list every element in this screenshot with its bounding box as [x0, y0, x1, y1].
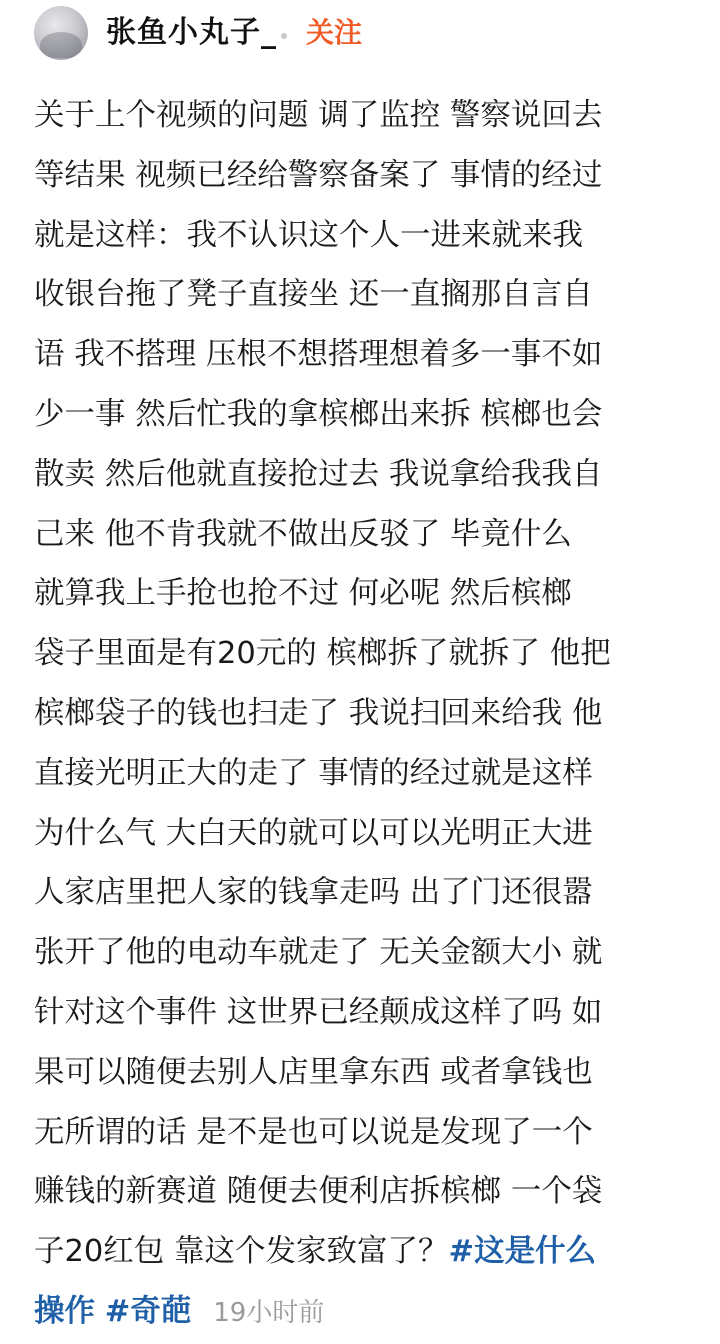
post-text-line-with-hashtag — [34, 1222, 702, 1282]
post-text-line: 关于上个视频的问题 调了监控 警察说回去 — [34, 98, 603, 133]
post-text-line: 为什么气 大白天的就可以可以光明正大进 — [34, 815, 593, 851]
post-text-line: 就是这样：我不认识这个人一进来就来我 — [34, 217, 583, 253]
post-footer-line — [34, 1282, 702, 1342]
hashtag-link[interactable]: #奇葩 — [104, 1293, 192, 1329]
post-text-line: 果可以随便去别人店里拿东西 或者拿钱也 — [34, 1054, 593, 1090]
post-text-line: 就算我上手抢也抢不过 何必呢 然后槟榔 — [34, 576, 572, 612]
post-timestamp: 19小时前 — [213, 1297, 325, 1328]
post-text-segment: 子20红包 靠这个发家致富了？ — [34, 1234, 449, 1270]
post-text-line: 收银台拖了凳子直接坐 还一直搁那自言自 — [34, 277, 593, 313]
avatar-image — [40, 32, 82, 58]
separator-dot — [281, 33, 287, 39]
post-text-line: 无所谓的话 是不是也可以说是发现了一个 — [34, 1114, 593, 1150]
post-text-line: 袋子里面是有20元的 槟榔拆了就拆了 他把 — [34, 636, 611, 672]
post-text-line: 槟榔袋子的钱也扫走了 我说扫回来给我 他 — [34, 695, 603, 731]
follow-button[interactable]: 关注 — [306, 16, 363, 49]
author-name[interactable]: 张鱼小丸子_ — [106, 15, 277, 50]
post-text-line: 针对这个事件 这世界已经颠成这样了吗 如 — [34, 994, 603, 1030]
post-text-line: 直接光明正大的走了 事情的经过就是这样 — [34, 755, 593, 791]
post-text-line: 语 我不搭理 压根不想搭理想着多一事不如 — [34, 337, 603, 373]
post-text-line: 己来 他不肯我就不做出反驳了 毕竟什么 — [34, 516, 572, 552]
post-text-line: 少一事 然后忙我的拿槟榔出来拆 槟榔也会 — [34, 396, 603, 432]
post-body — [34, 86, 702, 1342]
post-text-line: 人家店里把人家的钱拿走吗 出了门还很嚣 — [34, 875, 593, 911]
post-header — [0, 0, 720, 80]
post-text-line: 等结果 视频已经给警察备案了 事情的经过 — [34, 157, 603, 193]
post-text-line: 散卖 然后他就直接抢过去 我说拿给我我自 — [34, 456, 603, 492]
hashtag-link-continued[interactable]: 操作 — [34, 1293, 95, 1329]
hashtag-link[interactable]: #这是什么 — [448, 1234, 597, 1270]
post-text-line: 张开了他的电动车就走了 无关金额大小 就 — [34, 935, 603, 971]
avatar[interactable] — [34, 6, 88, 60]
post-text-line: 赚钱的新赛道 随便去便利店拆槟榔 一个袋 — [34, 1174, 603, 1210]
